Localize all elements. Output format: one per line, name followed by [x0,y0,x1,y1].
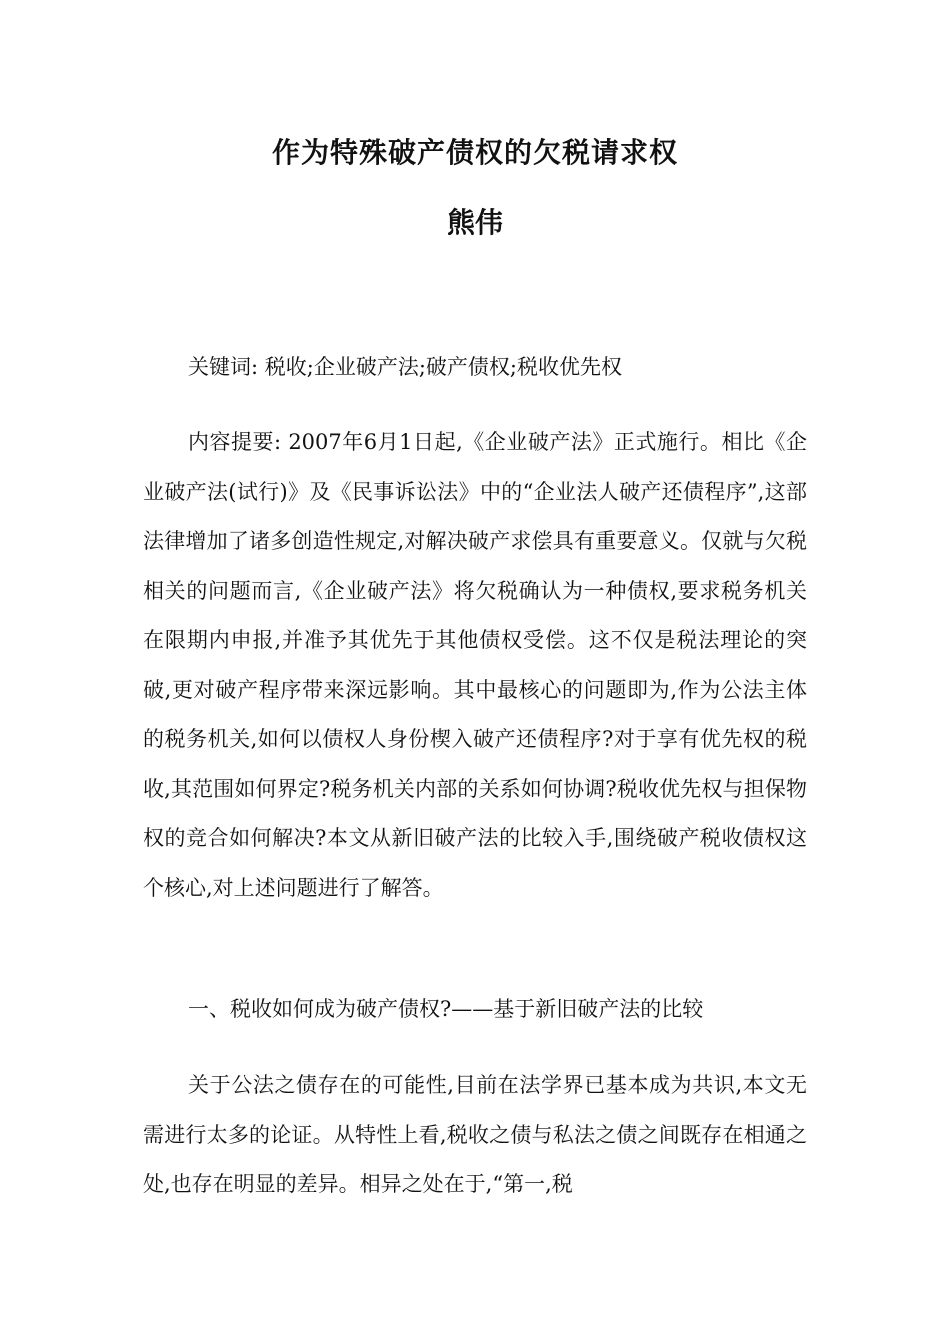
document-title: 作为特殊破产债权的欠税请求权 [271,136,678,169]
abstract-paragraph: 内容提要: 2007年6月1日起,《企业破产法》正式施行。相比《企业破产法(试行)》及《民事诉讼法》中的“企业法人破产还债程序”,这部法律增加了诸多创造性规定,对解决破产求偿具有重要意义。仅就与欠税相关的问题而言,《企业破产法》将欠税确认为一种债权,要求税务机关在限期内申报,并准予其优先于其他债权受偿。这不仅是税法理论的突破,更对破产程序带来深远影响。其中最核心的问题即为,作为公法主体的税务机关,如何以债权人身份楔入破产还债程序?对于享有优先权的税收,其范围如何界定?税务机关内部的关系如何协调?税收优先权与担保物权的竞合如何解决?本文从新旧破产法的比较入手,围绕破产税收债权这个核心,对上述问题进行了解答。 [143,430,807,900]
body-paragraph: 关于公法之债存在的可能性,目前在法学界已基本成为共识,本文无需进行太多的论证。从特性上看,税收之债与私法之债之间既存在相通之处,也存在明显的差异。相异之处在于,“第一,税 [143,1073,807,1196]
section-heading: 一、税收如何成为破产债权?——基于新旧破产法的比较 [188,997,704,1021]
document-author: 熊伟 [446,206,503,239]
keywords-line: 关键词: 税收;企业破产法;破产债权;税收优先权 [188,355,622,379]
